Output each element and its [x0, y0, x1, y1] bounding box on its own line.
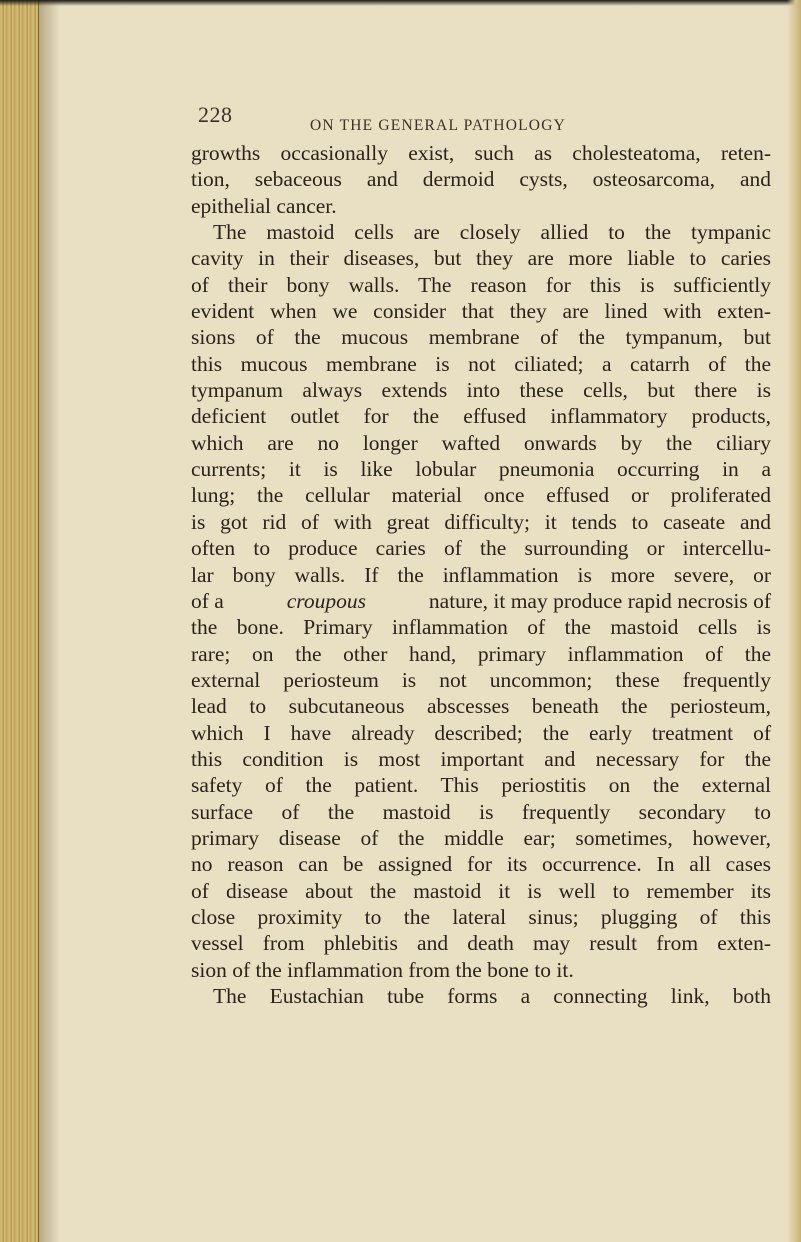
text-line: vessel from phlebitis and death may result from exten- [191, 931, 771, 956]
text-line: which I have already described; the early treatment of [191, 720, 771, 745]
running-head [60, 102, 780, 132]
text-line: this condition is most important and necessary for the [191, 746, 771, 771]
text-line: which are no longer wafted onwards by the ciliary [191, 430, 771, 455]
text-line: lar bony walls. If the inflammation is more severe, or [191, 562, 771, 587]
book-page [60, 0, 780, 1242]
page-number: 228 [198, 102, 233, 127]
text-line: external periosteum is not uncommon; these frequently [191, 667, 771, 692]
text-line: close proximity to the lateral sinus; plugging of this [191, 904, 771, 929]
text-line: of their bony walls. The reason for this is sufficiently [191, 272, 771, 297]
text-line: cavity in their diseases, but they are more liable to caries [191, 246, 771, 271]
text-line: rare; on the other hand, primary inflammation of the [191, 641, 771, 666]
text-line: often to produce caries of the surrounding or intercellu- [191, 536, 771, 561]
text-line: safety of the patient. This periostitis on the external [191, 773, 771, 798]
text-line: primary disease of the middle ear; sometimes, however, [191, 825, 771, 850]
text-line: sion of the inflammation from the bone to it. [191, 957, 574, 982]
line-rest: nature, it may produce rapid necrosis of [428, 588, 771, 613]
text-line: tympanum always extends into these cells, but there is [191, 378, 771, 403]
text-line: The mastoid cells are closely allied to the tympanic [213, 220, 771, 245]
page-right-edge [787, 0, 801, 1242]
gutter-shadow [38, 0, 60, 1242]
text-line: lung; the cellular material once effused or proliferated [191, 483, 771, 508]
text-line: sions of the mucous membrane of the tympanum, but [191, 325, 771, 350]
line-prefix: of a [191, 588, 224, 613]
body-text [191, 140, 771, 1009]
text-line: no reason can be assigned for its occurrence. In all cases [191, 852, 771, 877]
text-line: is got rid of with great difficulty; it tends to caseate and [191, 509, 771, 534]
text-line: growths occasionally exist, such as cholesteatoma, reten- [191, 141, 771, 165]
italic-term: croupous [286, 588, 366, 613]
running-head-title: ON THE GENERAL PATHOLOGY [310, 117, 566, 134]
book-gutter [0, 0, 39, 1242]
text-line: The Eustachian tube forms a connecting link, both [213, 984, 771, 1008]
text-line: surface of the mastoid is frequently secondary to [191, 799, 771, 824]
text-line: currents; it is like lobular pneumonia occurring in a [191, 457, 771, 482]
text-line: epithelial cancer. [191, 193, 337, 218]
text-line: lead to subcutaneous abscesses beneath the periosteum, [191, 694, 771, 719]
text-line-croupous [191, 588, 771, 614]
text-line: the bone. Primary inflammation of the mastoid cells is [191, 615, 771, 640]
text-line: tion, sebaceous and dermoid cysts, osteosarcoma, and [191, 167, 771, 192]
text-line: this mucous membrane is not ciliated; a catarrh of the [191, 351, 771, 376]
text-line: of disease about the mastoid it is well to remember its [191, 878, 771, 903]
text-line: evident when we consider that they are lined with exten- [191, 299, 771, 324]
text-line: deficient outlet for the effused inflammatory products, [191, 404, 771, 429]
